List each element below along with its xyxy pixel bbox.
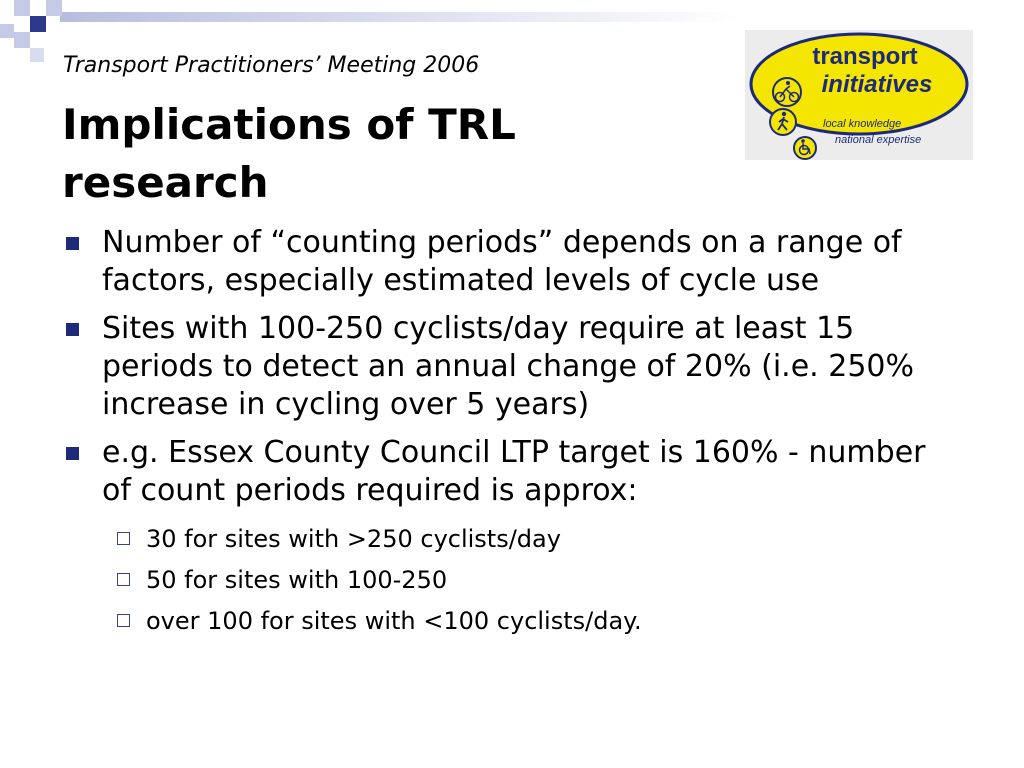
hollow-square-bullet-icon: [117, 614, 130, 627]
sub-bullet-text: over 100 for sites with <100 cyclists/day.: [146, 607, 642, 635]
deco-square: [14, 32, 30, 48]
bullet-text: e.g. Essex County Council LTP target is 160% - number of count periods required is approx:: [102, 435, 926, 508]
pedestrian-icon: [770, 109, 796, 135]
wheelchair-icon: [794, 137, 816, 159]
sub-bullet-text: 50 for sites with 100-250: [146, 566, 448, 594]
slide-title: Implications of TRL research: [62, 100, 516, 207]
sub-bullet-item: [62, 524, 962, 554]
square-bullet-icon: [66, 323, 79, 336]
deco-square: [30, 48, 44, 62]
transport-initiatives-logo: [745, 30, 973, 160]
logo-line2: initiatives: [821, 71, 933, 98]
bullet-item: [62, 310, 962, 424]
slide-body: [62, 224, 962, 647]
bullet-text: Sites with 100-250 cyclists/day require at least 15 periods to detect an annual change of 20% (i.e. 250% increase in cycling over 5 years): [102, 311, 914, 422]
bullet-item: [62, 224, 962, 300]
deco-square: [30, 16, 46, 32]
sub-bullet-text: 30 for sites with >250 cyclists/day: [146, 525, 561, 553]
logo-graphic: [745, 30, 973, 160]
deco-square: [46, 0, 62, 16]
slide-subtitle: Transport Practitioners’ Meeting 2006: [63, 53, 480, 78]
top-accent-bar: [60, 12, 740, 22]
hollow-square-bullet-icon: [117, 532, 130, 545]
sub-bullet-item: [62, 565, 962, 595]
sub-bullet-item: [62, 606, 962, 636]
bullet-text: Number of “counting periods” depends on a range of factors, especially estimated levels of cycle use: [102, 225, 902, 298]
logo-tagline2: national expertise: [835, 134, 922, 146]
logo-line1: transport: [812, 43, 918, 70]
hollow-square-bullet-icon: [117, 573, 130, 586]
logo-tagline1: local knowledge: [823, 118, 902, 130]
deco-square: [0, 24, 14, 38]
deco-square: [14, 0, 30, 16]
bicycle-icon: [773, 78, 801, 106]
square-bullet-icon: [66, 447, 79, 460]
bullet-item: [62, 434, 962, 510]
square-bullet-icon: [66, 237, 79, 250]
